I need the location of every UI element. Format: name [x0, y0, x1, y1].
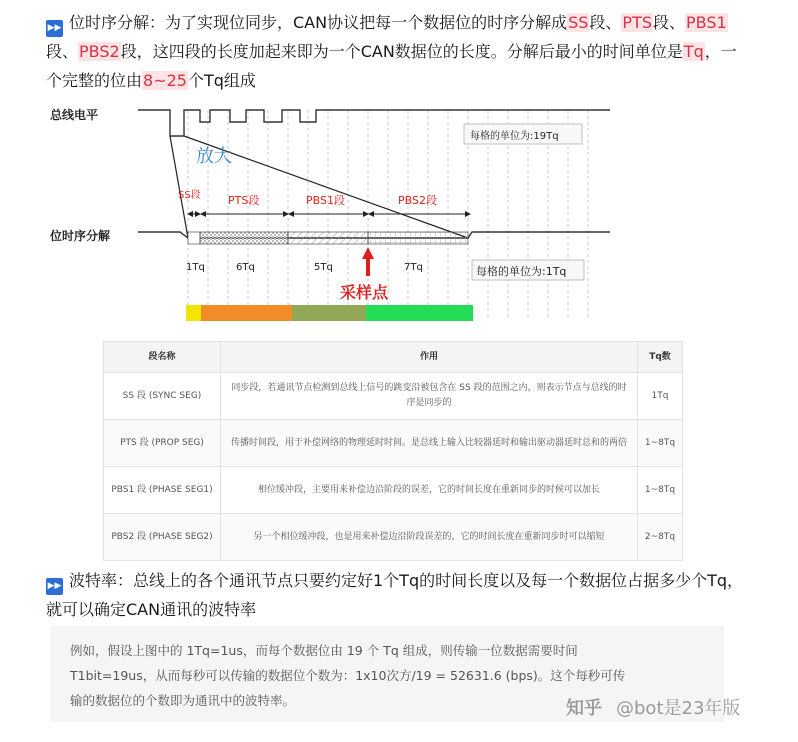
pbs2-segment	[368, 232, 468, 244]
pbs1-segment	[288, 232, 368, 244]
cell-tq: 1~8Tq	[638, 467, 683, 514]
header-tq: Tq数	[638, 342, 683, 373]
table-row	[104, 373, 683, 420]
cell-tq: 1Tq	[638, 373, 683, 420]
zhihu-logo: 知乎	[566, 698, 602, 719]
cell-desc: 同步段，若通讯节点检测到总线上信号的跳变沿被包含在 SS 段的范围之内，则表示节点与总线的时序是同步的	[221, 373, 638, 420]
ss-color-bar	[186, 305, 201, 321]
unit-top-label: 每格的单位为:19Tq	[470, 131, 559, 142]
quote-line: T1bit=19us，从而每秒可以传输的数据位个数为：1x10次方/19 = 52631.6 (bps)。这个每秒可传	[70, 668, 626, 683]
pbs2-seg-label: PBS2段	[398, 194, 437, 207]
paragraph-bit-timing: ▶▶ 位时序分解：为了实现位同步，CAN协议把每一个数据位的时序分解成SS段、PTS段、PBS1段、PBS2段，这四段的长度加起来即为一个CAN数据位的长度。分解后最小的时间单位是Tq，一个完整的位由8~25个Tq组成	[46, 13, 737, 90]
unit-bottom-label: 每格的单位为:1Tq	[476, 265, 567, 278]
ss-tq-label: 1Tq	[186, 262, 205, 273]
watermark	[566, 694, 740, 720]
play-icon: ▶▶	[46, 20, 63, 37]
table-row	[104, 514, 683, 561]
pbs1-seg-label: PBS1段	[306, 194, 345, 207]
sample-arrow-icon	[362, 247, 374, 276]
pts-tq-label: 6Tq	[236, 262, 255, 273]
pbs1-tq-label: 5Tq	[314, 262, 333, 273]
zoom-label: 放大	[196, 146, 232, 167]
pbs1-color-bar	[292, 305, 366, 321]
play-icon: ▶▶	[46, 578, 63, 595]
cell-desc: 另一个相位缓冲段，也是用来补偿边沿阶段误差的，它的时间长度在重新同步时可以缩短	[221, 514, 638, 561]
cell-tq: 2~8Tq	[638, 514, 683, 561]
cell-name: PTS 段 (PROP SEG)	[104, 420, 221, 467]
cell-desc: 相位缓冲段，主要用来补偿边沿阶段的误差，它的时间长度在重新同步的时候可以加长	[221, 467, 638, 514]
cell-name: PBS2 段 (PHASE SEG2)	[104, 514, 221, 561]
cell-name: SS 段 (SYNC SEG)	[104, 373, 221, 420]
bus-level-label: 总线电平	[50, 108, 99, 122]
header-name: 段名称	[104, 342, 221, 373]
quote-line: 输的数据位的个数即为通讯中的波特率。	[70, 693, 296, 708]
cell-desc: 传播时间段，用于补偿网络的物理延时时间。是总线上输入比较器延时和输出驱动器延时总和的两倍	[221, 420, 638, 467]
paragraph-baud-rate: ▶▶ 波特率：总线上的各个通讯节点只要约定好1个Tq的时间长度以及每一个数据位占据多少个Tq，就可以确定CAN通讯的波特率	[46, 571, 744, 619]
quote-line: 例如，假设上图中的 1Tq=1us，而每个数据位由 19 个 Tq 组成，则传输一位数据需要时间	[70, 643, 578, 658]
pbs2-color-bar	[366, 305, 473, 321]
cell-name: PBS1 段 (PHASE SEG1)	[104, 467, 221, 514]
zoom-line-left	[170, 136, 188, 238]
pts-segment	[200, 232, 288, 244]
bit-timing-label: 位时序分解	[50, 229, 111, 243]
watermark-user: @bot是23年版	[616, 698, 741, 719]
pbs2-tq-label: 7Tq	[404, 262, 423, 273]
sample-point-label: 采样点	[340, 283, 389, 302]
table-header-row	[104, 342, 683, 373]
pts-color-bar	[201, 305, 292, 321]
bit-timing-diagram	[50, 102, 650, 327]
ss-seg-label: SS段	[178, 190, 201, 201]
ss-segment	[188, 232, 200, 244]
table-row	[104, 467, 683, 514]
pts-seg-label: PTS段	[228, 194, 260, 207]
cell-tq: 1~8Tq	[638, 420, 683, 467]
header-desc: 作用	[221, 342, 638, 373]
segment-table	[103, 341, 683, 561]
table-row	[104, 420, 683, 467]
